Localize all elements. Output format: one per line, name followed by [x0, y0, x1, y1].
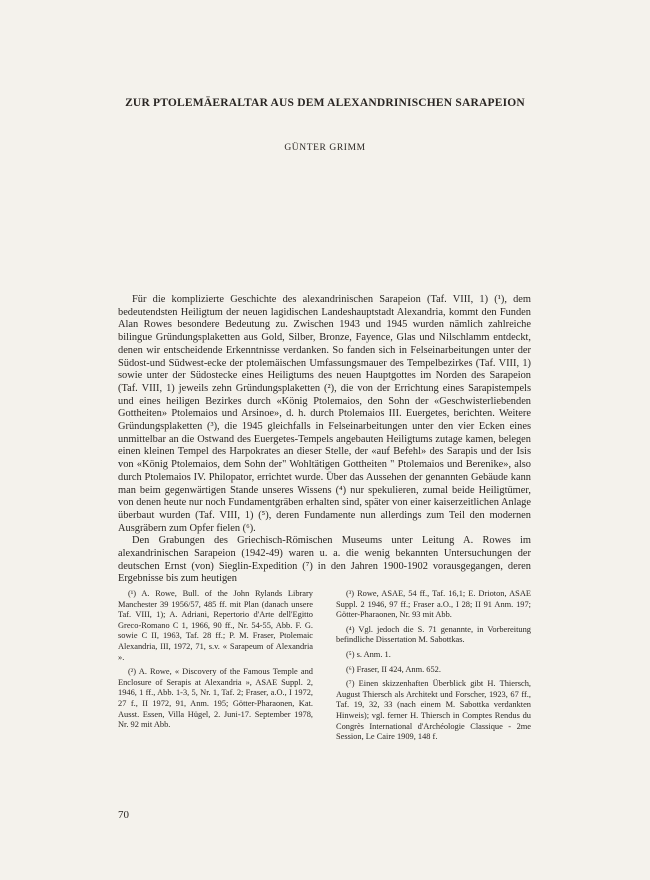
footnote-1: (¹) A. Rowe, Bull. of the John Rylands Library Manchester 39 1956/57, 485 ff. mit Plan (danach unsere Taf. VIII, 1); A. Adriani, Repertorio d'Arte dell'Egitto Greco-Romano C 1, 1966, 90 ff., Nr. 54-55, Abb. F. G. sowie C II, 1963, Taf. 28 ff.; P. M. Fraser, Ptolemaic Alexandria, III, 1972, 71, s.v. « Sarapeum of Alexandria ». [118, 589, 313, 662]
footnotes-left-column [118, 589, 313, 735]
body-paragraph-2: Den Grabungen des Griechisch-Römischen Museums unter Leitung A. Rowes im alexandrinischen Sarapeion (1942-49) waren u. a. die wenig bekannten Untersuchungen der deutschen Ernst (von) Sieglin-Expedition (⁷) in den Jahren 1900-1902 vorausgegangen, deren Ergebnisse bis zum heutigen [118, 535, 531, 585]
footnote-4: (⁴) Vgl. jedoch die S. 71 genannte, in Vorbereitung befindliche Dissertation M. Sabottkas. [336, 624, 531, 645]
footnote-3: (³) Rowe, ASAE, 54 ff., Taf. 16,1; E. Drioton, ASAE Suppl. 2 1946, 97 ff.; Fraser a.O., I 28; II 91 Anm. 197; Götter-Pharaonen, Nr. 93 mit Abb. [336, 589, 531, 620]
footnote-7: (⁷) Einen skizzenhaften Überblick gibt H. Thiersch, August Thiersch als Architekt und Forscher, 1923, 67 ff., Taf. 19, 32, 33 (nach einem M. Sabottka verdankten Hinweis); vgl. ferner H. Thiersch in Comptes Rendus du Congrès International d'Archéologie Classique - 2me Session, Le Caire 1909, 148 f. [336, 679, 531, 742]
article-title: ZUR PTOLEMÄERALTAR AUS DEM ALEXANDRINISCHEN SARAPEION [125, 97, 525, 109]
author-name: GÜNTER GRIMM [284, 143, 366, 153]
body-paragraph-1: Für die komplizierte Geschichte des alexandrinischen Sarapeion (Taf. VIII, 1) (¹), dem bedeutendsten Heiligtum der neuen lagidischen Landeshauptstadt Alexandria, kommt den Funden Alan Rowes besondere Bedeutung zu. Zwischen 1943 und 1945 wurden nämlich zahlreiche bilingue Gründungsplaketten aus Gold, Silber, Bronze, Fayence, Glas und Nilschlamm entdeckt, denen wir entscheidende Erkenntnisse verdanken. So fanden sich in Felseinarbeitungen unter der Südost-und Südwest-ecke der ptolemäischen Umfassungsmauer des Tempelbezirkes (Taf. VIII, 1) sowie unter der Südostecke eines Heiligtums des neuen Hauptgottes im Norden des Sarapeion (Taf. VIII, 1) jeweils zehn Gründungsplaketten (²), die von der Errichtung eines Sarapistempels und eines heiligen Bezirkes durch «König Ptolemaios, den Sohn der «Geschwisterliebenden Gottheiten» Ptolemaios und Arsinoe», d. h. durch Ptolemaios III. Euergetes, berichten. Weitere Gründungsplaketten (³), die 1945 gleichfalls in Felseinarbeitungen unter den vier Ecken eines unmittelbar an die Ostwand des Euergetes-Tempels angebauten Heiligtums zutage kamen, belegen einen kleinen Tempel des Harpokrates an dieser Stelle, der «auf Befehl» des Sarapis und der Isis von «König Ptolemaios, dem Sohn der" Wohltätigen Gottheiten " Ptolemaios und Berenike», also durch Ptolemaios IV. Philopator, errichtet wurde. Über das Aussehen der genannten Gebäude kann man beim gegenwärtigen Stande unseres Wissens (⁴) nur spekulieren, zumal beide Heiligtümer, von denen heute nur noch Fundamentgräben erhalten sind, später von einer kaiserzeitlichen Anlage überbaut wurden (Taf. VIII, 1) (⁵), deren Fundamente nun allerdings zum Teil den modernen Ausgräbern zum Opfer fielen (⁶). [118, 294, 531, 534]
page-number: 70 [118, 809, 129, 821]
body-text [118, 294, 531, 586]
footnote-2: (²) A. Rowe, « Discovery of the Famous Temple and Enclosure of Serapis at Alexandria », ASAE Suppl. 2, 1946, 1 ff., Abb. 1-3, 5, Nr. 1, Taf. 2; Fraser, a.O., I 1972, 27 f., II 1972, 91, Anm. 195; Götter-Pharaonen, Kat. Ausst. Essen, Villa Hügel, 2. Juni-17. September 1978, Nr. 92 mit Abb. [118, 667, 313, 730]
footnote-6: (⁶) Fraser, II 424, Anm. 652. [346, 664, 441, 674]
footnote-5: (⁵) s. Anm. 1. [346, 649, 391, 659]
footnotes-right-column [336, 589, 531, 747]
